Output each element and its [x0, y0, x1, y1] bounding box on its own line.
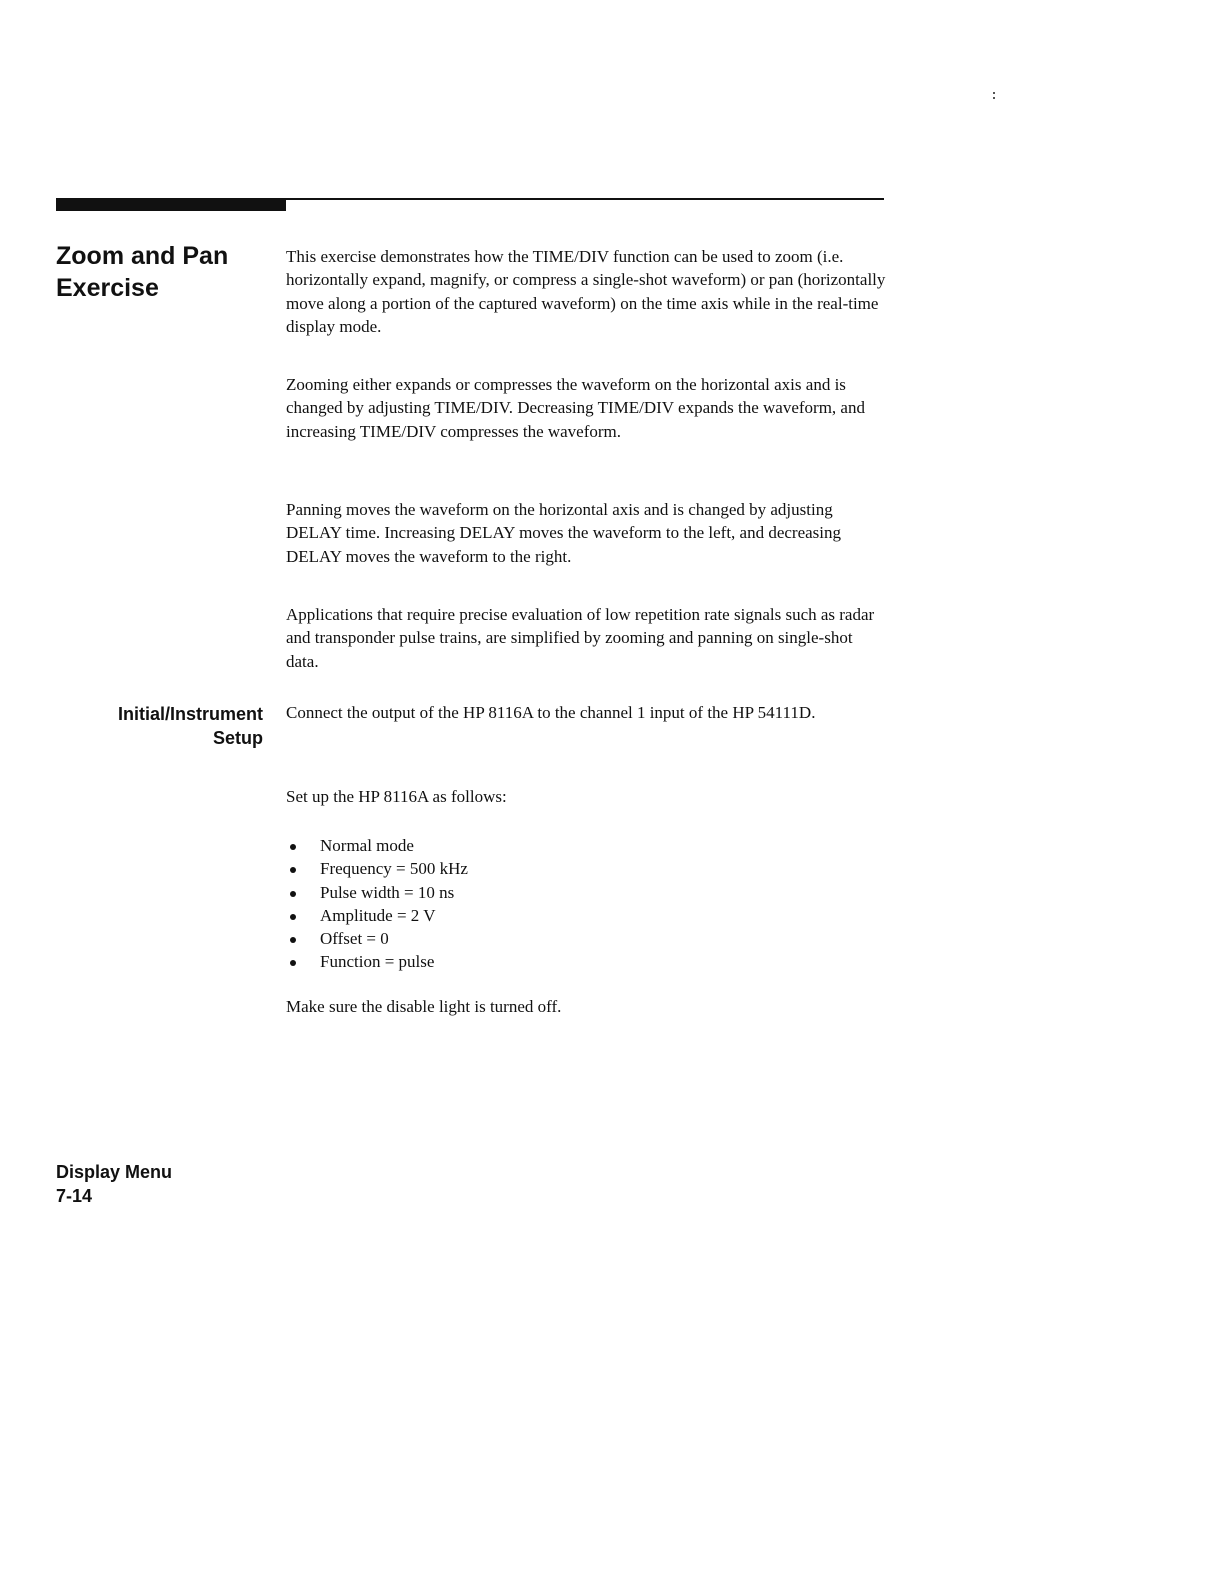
zooming-paragraph: [286, 373, 886, 443]
bullet-icon: [290, 914, 296, 920]
section-title: [56, 240, 266, 304]
list-item: [286, 904, 886, 927]
section-title-line-2: Exercise: [56, 274, 159, 302]
panning-text: Panning moves the waveform on the horizontal axis and is changed by adjusting DELAY time. Increasing DELAY moves the waveform to the left, and decreasing DELAY moves the waveform to the right.: [286, 500, 842, 566]
footer-section-name: Display Menu: [56, 1162, 173, 1182]
setup-intro-text: Set up the HP 8116A as follows:: [286, 787, 507, 806]
list-item-text: Offset = 0: [320, 929, 389, 949]
bullet-icon: [290, 960, 296, 966]
setup-heading: [63, 702, 263, 750]
list-item-text: Normal mode: [320, 836, 414, 855]
bullet-icon: [290, 891, 296, 897]
list-item: [286, 834, 886, 857]
list-item-text: Amplitude = 2 V: [320, 905, 436, 925]
intro-paragraph: [286, 245, 886, 338]
panning-paragraph: [286, 498, 886, 568]
applications-text: Applications that require precise evaluation of low repetition rate signals such as radar and transponder pulse trains, are simplified by zooming and panning on single-shot data.: [286, 605, 875, 671]
setup-intro-paragraph: [286, 785, 886, 808]
list-item-text: Frequency = 500 kHz: [320, 859, 468, 879]
applications-paragraph: [286, 603, 886, 673]
list-item: [286, 881, 886, 904]
note-text: Make sure the disable light is turned off.: [286, 997, 562, 1016]
scan-specks: [993, 92, 995, 104]
setup-list: [286, 834, 886, 974]
intro-text: This exercise demonstrates how the TIME/DIV function can be used to zoom (i.e. horizontally expand, magnify, or compress a single-shot waveform) or pan (horizontally move along a portion of the captured waveform) on the time axis while in the real-time display mode.: [286, 247, 886, 336]
bullet-icon: [290, 937, 296, 943]
page-footer: [56, 1160, 172, 1208]
bullet-icon: [290, 844, 296, 850]
list-item: [286, 927, 886, 950]
setup-heading-line-2: Setup: [212, 728, 263, 748]
connect-text: Connect the output of the HP 8116A to the channel 1 input of the HP 54111D.: [286, 703, 816, 722]
list-item: [286, 857, 886, 880]
setup-heading-line-1: Initial/Instrument: [117, 704, 263, 724]
header-rule-bar: [56, 199, 286, 211]
list-item-text: Pulse width = 10 ns: [320, 882, 455, 902]
list-item: [286, 950, 886, 973]
note-paragraph: [286, 995, 886, 1018]
bullet-icon: [290, 867, 296, 873]
section-title-line-1: Zoom and Pan: [56, 242, 229, 270]
zooming-text: Zooming either expands or compresses the waveform on the horizontal axis and is changed by adjusting TIME/DIV. Decreasing TIME/DIV expands the waveform, and increasing TIME/DIV compresses the waveform.: [286, 375, 865, 441]
list-item-text: Function = pulse: [320, 952, 435, 972]
footer-page-number: 7-14: [56, 1186, 93, 1206]
connect-paragraph: [286, 701, 886, 724]
